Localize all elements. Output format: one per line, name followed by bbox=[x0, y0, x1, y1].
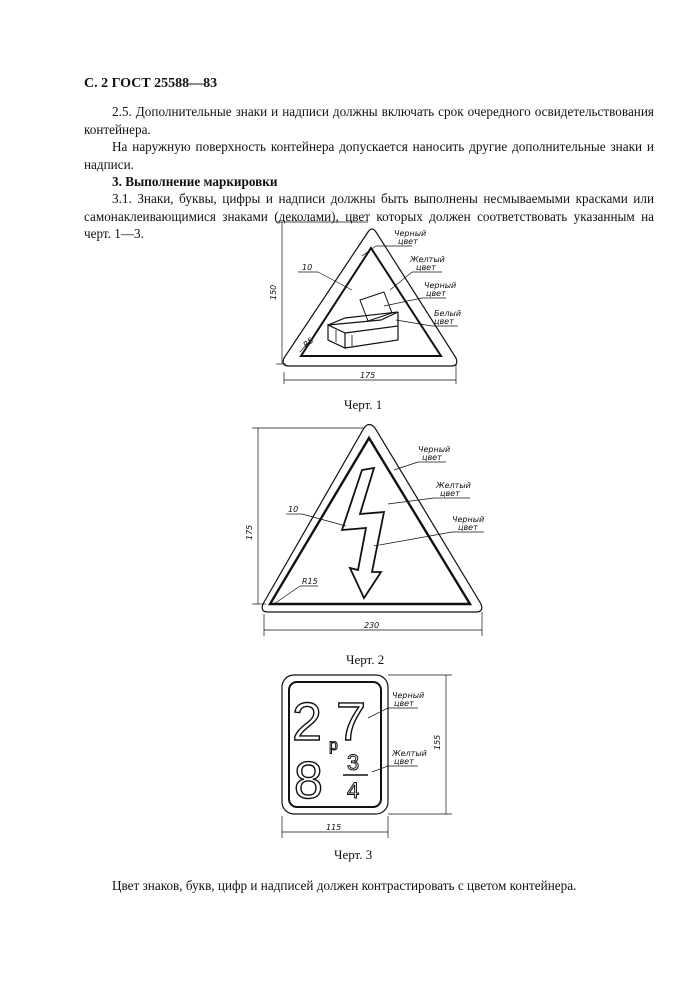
fig1-dim-r: R5 bbox=[301, 335, 316, 350]
fig3-caption: Черт. 3 bbox=[334, 847, 373, 862]
fig3-frac-bottom: 4 bbox=[347, 778, 360, 803]
fig3-dim-width: 115 bbox=[326, 823, 342, 832]
fig1-label-white: Белый цвет bbox=[434, 309, 462, 326]
fig2-caption: Черт. 2 bbox=[346, 652, 385, 667]
fig1-label-black2: Черный цвет bbox=[424, 281, 457, 298]
paragraph-3-1: 3.1. Знаки, буквы, цифры и надписи должны быть выполнены несмываемыми красками или самонаклеивающимися знаками (деколами), цвет которых должен соответствовать указанным на черт. 1—3. bbox=[84, 191, 654, 241]
fig2-label-yellow: Желтый цвет bbox=[436, 481, 471, 498]
fig3-digit-8: 8 bbox=[294, 752, 323, 810]
fig1-dim-10: 10 bbox=[302, 263, 313, 272]
fig2-dim-width: 230 bbox=[364, 621, 380, 630]
section-3-title: 3. Выполнение маркировки bbox=[112, 174, 278, 189]
fig3-frac-top: 3 bbox=[347, 750, 360, 775]
paragraph-final: Цвет знаков, букв, цифр и надписей должен контрастировать с цветом контейнера. bbox=[112, 878, 577, 893]
paragraph-2-5: 2.5. Дополнительные знаки и надписи должны включать срок очередного освидетельствования контейнера. bbox=[84, 104, 654, 137]
fig1-dimensions bbox=[276, 222, 458, 384]
fig2-dim-height: 175 bbox=[245, 524, 254, 540]
page-header: С. 2 ГОСТ 25588—83 bbox=[84, 76, 218, 91]
fig1-dim-width: 175 bbox=[360, 371, 376, 380]
fig2-dim-10: 10 bbox=[288, 505, 299, 514]
fig3-label-yellow: Желтый цвет bbox=[392, 749, 427, 766]
fig1-dim-height: 150 bbox=[269, 284, 278, 300]
fig1-caption: Черт. 1 bbox=[344, 397, 383, 412]
fig3-digit-2: 2 bbox=[292, 692, 323, 752]
fig3-digit-7: 7 bbox=[336, 692, 367, 752]
fig3-label-black: Черный цвет bbox=[392, 691, 425, 708]
fig3-dim-height: 155 bbox=[433, 734, 442, 750]
fig3-index: p bbox=[329, 737, 338, 754]
fig1-label-black1: Черный цвет bbox=[394, 229, 427, 246]
paragraph-extra-signs: На наружную поверхность контейнера допускается наносить другие дополнительные знаки и надписи. bbox=[84, 139, 654, 172]
fig2-label-black2: Черный цвет bbox=[452, 515, 485, 532]
fig2-dim-r: R15 bbox=[302, 577, 318, 586]
fig2-label-black1: Черный цвет bbox=[418, 445, 451, 462]
fig1-label-yellow: Желтый цвет bbox=[410, 255, 445, 272]
